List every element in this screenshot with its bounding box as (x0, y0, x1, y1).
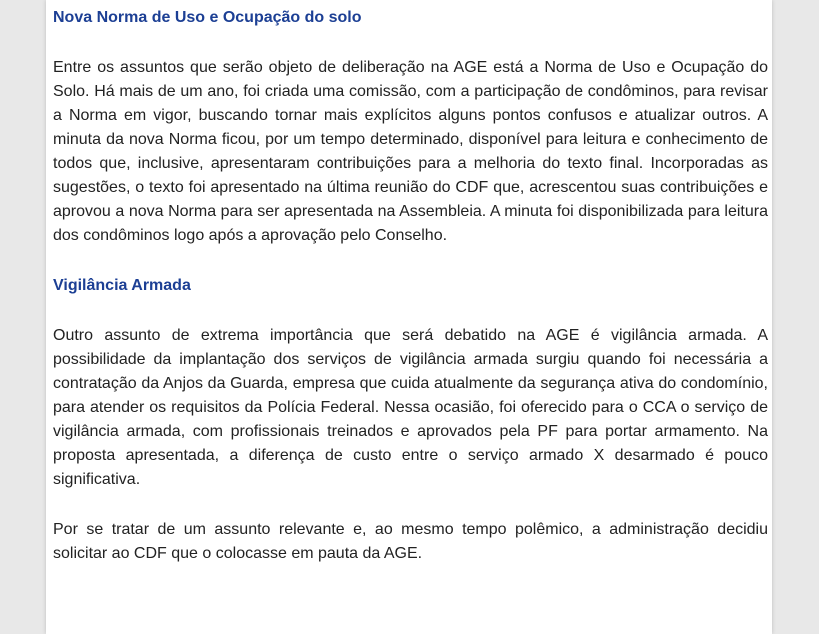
paragraph-vigilancia-1: Outro assunto de extrema importância que será debatido na AGE é vigilância armada. A possibilidade da implantação dos serviços de vigilância armada surgiu quando foi necessária a contratação da Anjos da Guarda, empresa que cuida atualmente da segurança ativa do condomínio, para atender os requisitos da Polícia Federal. Nessa ocasião, foi oferecido para o CCA o serviço de vigilância armada, com profissionais treinados e aprovados pela PF para portar armamento. Na proposta apresentada, a diferença de custo entre o serviço armado X desarmado é pouco significativa. (53, 327, 768, 488)
article-content (46, 0, 772, 634)
section-heading-vigilancia: Vigilância Armada (53, 277, 191, 294)
paragraph-norma: Entre os assuntos que serão objeto de deliberação na AGE está a Norma de Uso e Ocupação do Solo. Há mais de um ano, foi criada uma comissão, com a participação de condôminos, para revisar a Norma em vigor, buscando tornar mais explícitos alguns pontos confusos e atualizar outros. A minuta da nova Norma ficou, por um tempo determinado, disponível para leitura e conhecimento de todos que, inclusive, apresentaram contribuições para a melhoria do texto final. Incorporadas as sugestões, o texto foi apresentado na última reunião do CDF que, acrescentou suas contribuições e aprovou a nova Norma para ser apresentada na Assembleia. A minuta foi disponibilizada para leitura dos condôminos logo após a aprovação pelo Conselho. (53, 59, 768, 244)
paragraph-vigilancia-2: Por se tratar de um assunto relevante e, ao mesmo tempo polêmico, a administração decidiu solicitar ao CDF que o colocasse em pauta da AGE. (53, 521, 768, 562)
article-body (53, 0, 768, 566)
section-heading-norma: Nova Norma de Uso e Ocupação do solo (53, 9, 362, 26)
